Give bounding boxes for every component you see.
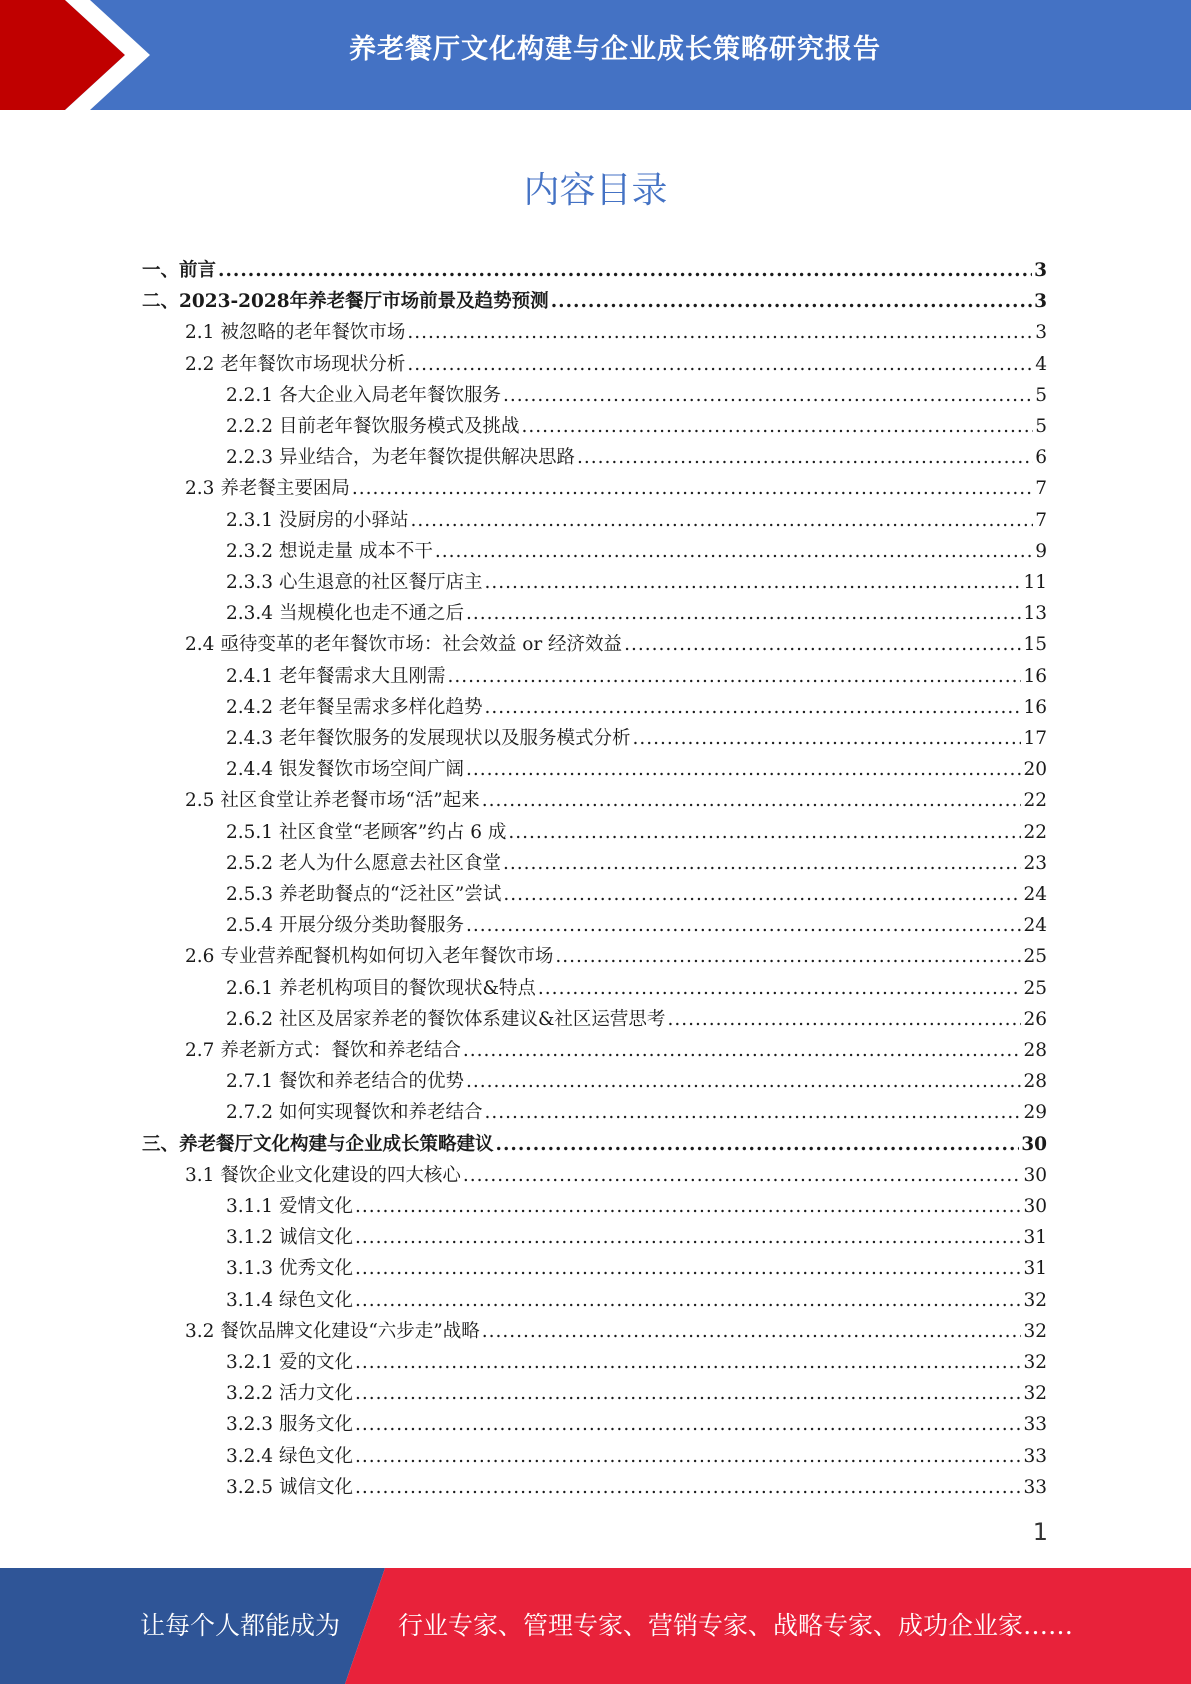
toc-entry-number: 2.4.3	[226, 728, 279, 749]
toc-entry-page: 11	[1023, 572, 1047, 593]
toc-entry-title: 各大企业入局老年餐饮服务	[278, 384, 501, 406]
toc-entry-leader	[466, 910, 1021, 941]
toc-entry-page: 33	[1023, 1414, 1047, 1436]
toc-entry-number: 一、	[142, 260, 180, 281]
toc-entry-title: 爱的文化	[278, 1352, 353, 1373]
toc-entry[interactable]	[226, 1409, 1047, 1440]
toc-entry-leader	[355, 1441, 1021, 1472]
toc-entry[interactable]	[185, 317, 1047, 348]
toc-entry-title: 老年餐呈需求多样化趋势	[278, 696, 483, 718]
toc-entry-leader	[466, 754, 1021, 785]
toc-entry[interactable]	[185, 941, 1047, 972]
toc-entry-title: 被忽略的老年餐饮市场	[220, 322, 406, 344]
toc-entry[interactable]	[226, 973, 1047, 1004]
toc-entry-leader	[355, 1409, 1021, 1440]
toc-entry-page: 16	[1023, 665, 1047, 687]
toc-entry-title: 诚信文化	[278, 1227, 353, 1249]
toc-entry-page: 9	[1035, 540, 1047, 562]
toc-entry-number: 2.2.1	[226, 384, 279, 406]
toc-entry-leader	[496, 1129, 1020, 1160]
toc-entry-leader	[577, 442, 1033, 473]
toc-entry[interactable]	[226, 1347, 1047, 1378]
toc-entry[interactable]	[185, 1160, 1047, 1191]
toc-entry-leader	[632, 723, 1021, 754]
toc-entry[interactable]	[226, 1191, 1047, 1222]
toc-entry-leader	[463, 1035, 1022, 1066]
toc-entry-page: 13	[1023, 603, 1047, 625]
toc-entry[interactable]	[226, 505, 1047, 536]
footer-slogan-left: 让每个人都能成为	[140, 1611, 341, 1640]
page-number: 1	[1032, 1518, 1048, 1546]
toc-entry-leader	[435, 536, 1033, 567]
toc-entry-leader	[521, 411, 1033, 442]
toc-entry-title: 养老助餐点的“泛社区”尝试	[278, 884, 502, 905]
toc-entry-page: 32	[1023, 1352, 1047, 1373]
toc-entry-leader	[355, 1472, 1021, 1503]
toc-entry-title: 如何实现餐饮和养老结合	[278, 1102, 483, 1124]
toc-entry-leader	[355, 1191, 1021, 1222]
page-header-band	[0, 0, 1191, 110]
toc-entry[interactable]	[226, 411, 1047, 442]
toc-entry-number: 三、	[142, 1133, 180, 1155]
toc-entry[interactable]	[185, 785, 1047, 816]
toc-entry-title: 活力文化	[278, 1383, 353, 1405]
toc-entry-number: 二、	[142, 291, 180, 313]
toc-entry-page: 16	[1023, 696, 1047, 718]
toc-entry-number: 2.2.3	[226, 447, 279, 469]
toc-entry-number: 2.6	[185, 946, 221, 968]
toc-entry-number: 3.2.4	[226, 1445, 279, 1467]
toc-entry[interactable]	[226, 661, 1047, 692]
toc-entry[interactable]	[142, 1129, 1047, 1160]
toc-entry-title: 心生退意的社区餐厅店主	[278, 572, 483, 593]
toc-entry[interactable]	[142, 286, 1047, 317]
toc-entry-title: 开展分级分类助餐服务	[278, 915, 464, 937]
toc-entry-number: 2.7.2	[226, 1102, 279, 1124]
toc-entry-title: 老人为什么愿意去社区食堂	[278, 852, 501, 874]
header-title: 养老餐厅文化构建与企业成长策略研究报告	[349, 34, 881, 65]
toc-entry[interactable]	[226, 442, 1047, 473]
toc-entry-leader	[410, 505, 1033, 536]
toc-entry-leader	[466, 1066, 1021, 1097]
toc-entry-title: 2023-2028年养老餐厅市场前景及趋势预测	[179, 291, 549, 313]
toc-entry-page: 25	[1023, 977, 1047, 999]
toc-entry-title: 社区食堂“老顾客”约占 6 成	[278, 821, 507, 843]
toc-entry[interactable]	[226, 848, 1047, 879]
toc-entry-title: 诚信文化	[278, 1476, 353, 1498]
toc-entry-title: 养老机构项目的餐饮现状&特点	[278, 977, 536, 999]
page-footer-band	[0, 1568, 1191, 1684]
toc-entry-leader	[466, 598, 1021, 629]
toc-entry[interactable]	[226, 598, 1047, 629]
toc-entry-page: 22	[1023, 790, 1047, 812]
toc-entry-title: 老年餐饮服务的发展现状以及服务模式分析	[278, 728, 631, 749]
toc-entry[interactable]	[226, 1253, 1047, 1284]
toc-entry-title: 养老餐厅文化构建与企业成长策略建议	[179, 1133, 494, 1155]
toc-entry-page: 32	[1023, 1383, 1047, 1405]
toc-entry-title: 老年餐饮市场现状分析	[220, 353, 406, 375]
toc-entry-leader	[503, 848, 1021, 879]
toc-entry-page: 31	[1023, 1258, 1047, 1280]
toc-entry-page: 28	[1023, 1071, 1047, 1093]
toc-entry-number: 2.4.2	[226, 696, 279, 718]
toc-entry[interactable]	[185, 629, 1047, 660]
toc-entry[interactable]	[226, 380, 1047, 411]
footer-slogan-right: 行业专家、管理专家、营销专家、战略专家、成功企业家……	[398, 1611, 1074, 1640]
toc-entry[interactable]	[226, 1066, 1047, 1097]
toc-entry-number: 2.5	[185, 790, 221, 812]
toc-entry-page: 30	[1023, 1164, 1047, 1186]
toc-entry-number: 2.3.1	[226, 509, 279, 531]
toc-entry-number: 3.2.5	[226, 1476, 279, 1498]
toc-entry[interactable]	[226, 1222, 1047, 1253]
toc-entry-title: 没厨房的小驿站	[278, 509, 409, 531]
toc-entry-page: 33	[1023, 1445, 1047, 1467]
toc-entry-number: 2.2.2	[226, 416, 279, 437]
toc-entry-page: 30	[1021, 1133, 1047, 1155]
toc-entry-number: 3.2	[185, 1320, 221, 1342]
toc-entry-title: 绿色文化	[278, 1289, 353, 1311]
toc-entry[interactable]	[226, 1004, 1047, 1035]
toc-entry-number: 3.1	[185, 1164, 221, 1186]
toc-entry-number: 2.4.1	[226, 665, 279, 687]
toc-entry-title: 专业营养配餐机构如何切入老年餐饮市场	[220, 946, 554, 968]
toc-entry-number: 2.3.4	[226, 603, 279, 625]
toc-entry[interactable]	[226, 536, 1047, 567]
toc-entry-page: 32	[1023, 1320, 1047, 1342]
toc-entry-title: 银发餐饮市场空间广阔	[278, 759, 464, 781]
toc-entry-number: 2.7.1	[226, 1071, 279, 1093]
toc-entry-number: 3.2.2	[226, 1383, 279, 1405]
toc-entry-page: 3	[1034, 260, 1047, 281]
toc-entry-leader	[508, 817, 1021, 848]
toc-entry-page: 33	[1023, 1476, 1047, 1498]
toc-entry-number: 3.1.2	[226, 1227, 279, 1249]
toc-entry-number: 2.2	[185, 353, 221, 375]
toc-entry-leader	[355, 1378, 1021, 1409]
toc-entry-page: 17	[1023, 728, 1047, 749]
toc-entry-number: 2.1	[185, 322, 221, 344]
toc-entry-leader	[482, 1316, 1022, 1347]
toc-entry-page: 5	[1035, 416, 1047, 437]
toc-entry-page: 25	[1023, 946, 1047, 968]
toc-entry-title: 养老餐主要困局	[220, 478, 350, 500]
toc-entry-leader	[352, 473, 1033, 504]
toc-entry-page: 31	[1023, 1227, 1047, 1249]
toc-entry[interactable]	[226, 879, 1047, 910]
toc-entry-leader	[218, 255, 1032, 286]
toc-entry-title: 目前老年餐饮服务模式及挑战	[278, 416, 520, 437]
toc-entry-leader	[355, 1222, 1021, 1253]
toc-entry-leader	[484, 1097, 1021, 1128]
toc-entry-number: 2.6.2	[226, 1008, 279, 1030]
toc-entry[interactable]	[226, 1472, 1047, 1503]
toc-entry-leader	[484, 567, 1021, 598]
toc-entry[interactable]	[185, 473, 1047, 504]
toc-entry-leader	[407, 349, 1033, 380]
toc-entry-leader	[355, 1285, 1021, 1316]
toc-entry-title: 爱情文化	[278, 1196, 353, 1217]
toc-entry-leader	[551, 286, 1032, 317]
toc-entry-title: 社区及居家养老的餐饮体系建议&社区运营思考	[278, 1008, 666, 1030]
toc-entry[interactable]	[226, 754, 1047, 785]
toc-entry-page: 4	[1035, 353, 1047, 375]
toc-entry-number: 2.5.3	[226, 884, 279, 905]
toc-entry[interactable]	[226, 1378, 1047, 1409]
toc-entry-leader	[667, 1004, 1021, 1035]
toc-entry-leader	[463, 1160, 1022, 1191]
toc-entry-number: 2.3.3	[226, 572, 279, 593]
toc-entry-leader	[447, 661, 1021, 692]
toc-entry-page: 32	[1023, 1289, 1047, 1311]
toc-entry-page: 30	[1023, 1196, 1047, 1217]
toc-entry-leader	[484, 692, 1021, 723]
toc-entry-title: 社区食堂让养老餐市场“活”起来	[220, 790, 480, 812]
toc-entry-number: 2.4.4	[226, 759, 279, 781]
toc-entry[interactable]	[185, 1316, 1047, 1347]
toc-entry-number: 2.5.1	[226, 821, 279, 843]
toc-entry-title: 老年餐需求大且刚需	[278, 665, 446, 687]
toc-entry[interactable]	[226, 817, 1047, 848]
toc-entry-page: 7	[1035, 509, 1047, 531]
toc-entry-page: 20	[1023, 759, 1047, 781]
toc-entry-title: 绿色文化	[278, 1445, 353, 1467]
toc-entry-leader	[538, 973, 1022, 1004]
toc-entry-page: 26	[1023, 1008, 1047, 1030]
toc-entry-leader	[624, 629, 1021, 660]
toc-entry-page: 28	[1023, 1040, 1047, 1061]
toc-entry-title: 前言	[179, 260, 217, 281]
toc-entry-page: 24	[1023, 915, 1047, 937]
toc-entry-number: 3.1.3	[226, 1258, 279, 1280]
toc-entry-page: 23	[1023, 852, 1047, 874]
toc-entry-leader	[407, 317, 1033, 348]
toc-entry-page: 24	[1023, 884, 1047, 905]
toc-entry-page: 6	[1035, 447, 1047, 469]
toc-entry[interactable]	[226, 567, 1047, 598]
toc-entry-page: 15	[1023, 634, 1047, 656]
toc-entry-number: 2.5.2	[226, 852, 279, 874]
toc-entry-leader	[555, 941, 1021, 972]
toc-entry-title: 餐饮企业文化建设的四大核心	[220, 1164, 461, 1186]
toc-entry[interactable]	[226, 723, 1047, 754]
toc-entry-number: 3.2.1	[226, 1352, 279, 1373]
toc-entry-title: 服务文化	[278, 1414, 353, 1436]
toc-entry[interactable]	[185, 1035, 1047, 1066]
toc-entry-page: 7	[1035, 478, 1047, 500]
toc-entry-title: 当规模化也走不通之后	[278, 603, 464, 625]
toc-entry-number: 3.2.3	[226, 1414, 279, 1436]
toc-entry-number: 3.1.1	[226, 1196, 279, 1217]
toc-entry[interactable]	[226, 910, 1047, 941]
toc-entry-number: 2.3.2	[226, 540, 279, 562]
toc-entry-page: 3	[1035, 322, 1047, 344]
toc-entry-leader	[482, 785, 1022, 816]
toc-entry-page: 5	[1035, 384, 1047, 406]
toc-entry-title: 优秀文化	[278, 1258, 353, 1280]
toc-entry-number: 2.7	[185, 1040, 221, 1061]
toc-entry[interactable]	[226, 1097, 1047, 1128]
toc-entry[interactable]	[226, 1441, 1047, 1472]
toc-entry-number: 2.5.4	[226, 915, 279, 937]
toc-entry-page: 29	[1023, 1102, 1047, 1124]
toc-entry-title: 养老新方式：餐饮和养老结合	[220, 1040, 461, 1061]
toc-entry-page: 22	[1023, 821, 1047, 843]
toc-entry-leader	[355, 1253, 1021, 1284]
toc-entry-number: 3.1.4	[226, 1289, 279, 1311]
toc-entry-number: 2.4	[185, 634, 221, 656]
toc-entry-title: 想说走量 成本不干	[278, 540, 433, 562]
toc-entry-title: 餐饮品牌文化建设“六步走”战略	[220, 1320, 480, 1342]
toc-entry-title: 异业结合，为老年餐饮提供解决思路	[278, 447, 575, 469]
toc-entry-title: 餐饮和养老结合的优势	[278, 1071, 464, 1093]
toc-entry[interactable]	[185, 349, 1047, 380]
toc-entry[interactable]	[226, 692, 1047, 723]
toc-entry-leader	[503, 879, 1021, 910]
toc-entry-page: 3	[1034, 291, 1047, 313]
toc-entry[interactable]	[142, 255, 1047, 286]
toc-entry[interactable]	[226, 1285, 1047, 1316]
toc-entry-number: 2.3	[185, 478, 221, 500]
toc-entry-title: 亟待变革的老年餐饮市场：社会效益 or 经济效益	[220, 634, 623, 656]
toc-entry-leader	[355, 1347, 1021, 1378]
toc-heading: 内容目录	[523, 170, 668, 211]
toc-entry-leader	[503, 380, 1033, 411]
toc-entry-number: 2.6.1	[226, 977, 279, 999]
